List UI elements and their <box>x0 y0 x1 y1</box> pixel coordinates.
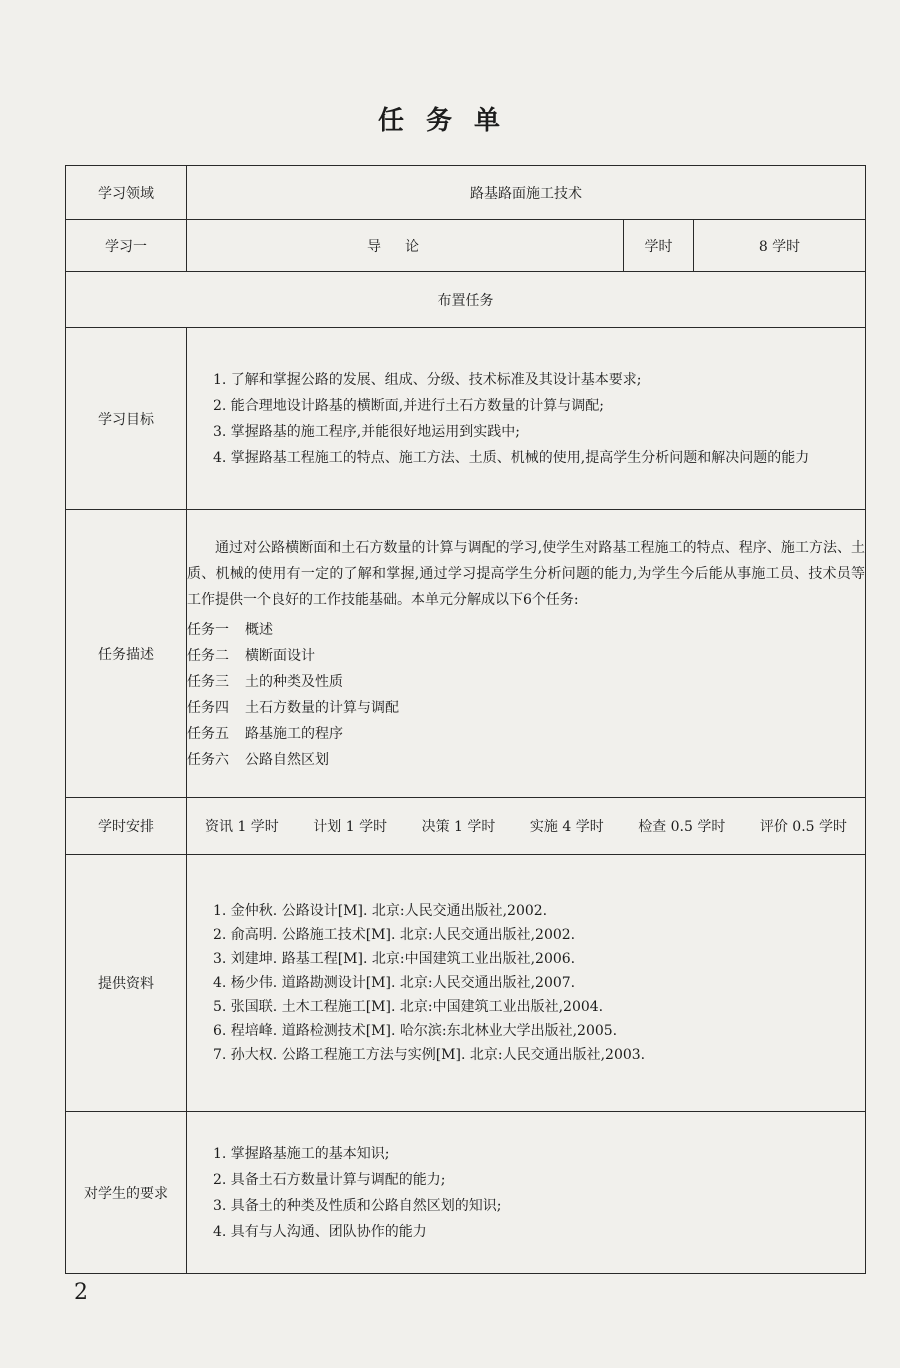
objectives-label: 学习目标 <box>66 328 187 510</box>
description-paragraph: 通过对公路横断面和土石方数量的计算与调配的学习,使学生对路基工程施工的特点、程序、施工方法、土质、机械的使用有一定的了解和掌握,通过学习提高学生分析问题的能力,为学生今后能从事施工员、技术员等工作提供一个良好的工作技能基础。本单元分解成以下6个任务: <box>187 539 866 608</box>
page-number: 2 <box>74 1280 88 1305</box>
row-schedule <box>66 798 866 855</box>
requirement-item: 2. 具备土石方数量计算与调配的能力; <box>213 1171 446 1188</box>
task-number: 任务三 <box>187 673 229 690</box>
objectives-list <box>187 367 865 471</box>
reference-item: 4. 杨少伟. 道路勘测设计[M]. 北京:人民交通出版社,2007. <box>213 975 576 991</box>
field-label: 学习领域 <box>66 166 187 220</box>
row-unit <box>66 220 866 272</box>
schedule-item-decide: 决策 1 学时 <box>421 819 496 835</box>
requirements-label: 对学生的要求 <box>66 1112 187 1274</box>
description-cell <box>187 510 866 798</box>
task-name: 公路自然区划 <box>245 751 329 768</box>
objective-item: 4. 掌握路基工程施工的特点、施工方法、土质、机械的使用,提高学生分析问题和解决问题的能力 <box>213 449 810 466</box>
row-objectives <box>66 328 866 510</box>
reference-item: 5. 张国联. 土木工程施工[M]. 北京:中国建筑工业出版社,2004. <box>213 999 604 1015</box>
resources-cell <box>187 855 866 1112</box>
schedule-item-plan: 计划 1 学时 <box>313 819 388 835</box>
task-name: 土石方数量的计算与调配 <box>245 699 399 716</box>
field-value: 路基路面施工技术 <box>187 166 866 220</box>
requirement-item: 1. 掌握路基施工的基本知识; <box>213 1145 390 1162</box>
row-assign-header <box>66 272 866 328</box>
reference-item: 2. 俞高明. 公路施工技术[M]. 北京:人民交通出版社,2002. <box>213 927 576 943</box>
task-item <box>187 617 865 643</box>
unit-value: 导论 <box>187 220 624 272</box>
requirements-list <box>187 1141 865 1245</box>
task-list <box>187 617 865 773</box>
hours-label: 学时 <box>624 220 694 272</box>
hours-value: 8 学时 <box>694 220 866 272</box>
schedule-item-implement: 实施 4 学时 <box>529 819 604 835</box>
task-number: 任务六 <box>187 751 229 768</box>
resources-label: 提供资料 <box>66 855 187 1112</box>
schedule-cell <box>187 798 866 855</box>
schedule-item-info: 资讯 1 学时 <box>205 819 279 835</box>
page-title: 任务单 <box>377 106 522 136</box>
requirement-item: 4. 具有与人沟通、团队协作的能力 <box>213 1223 427 1240</box>
task-number: 任务五 <box>187 725 229 742</box>
row-description <box>66 510 866 798</box>
description-label: 任务描述 <box>66 510 187 798</box>
schedule-item-evaluate: 评价 0.5 学时 <box>759 819 848 835</box>
reference-item: 7. 孙大权. 公路工程施工方法与实例[M]. 北京:人民交通出版社,2003. <box>213 1047 646 1063</box>
task-name: 概述 <box>245 621 273 638</box>
requirements-cell <box>187 1112 866 1274</box>
resources-list <box>187 899 865 1067</box>
task-item <box>187 695 865 721</box>
objective-item: 2. 能合理地设计路基的横断面,并进行土石方数量的计算与调配; <box>213 397 604 414</box>
task-number: 任务二 <box>187 647 229 664</box>
schedule-item-check: 检查 0.5 学时 <box>638 819 726 835</box>
row-field <box>66 166 866 220</box>
objectives-cell <box>187 328 866 510</box>
task-name: 路基施工的程序 <box>245 725 343 742</box>
task-item <box>187 747 865 773</box>
task-sheet-table <box>65 165 866 1274</box>
reference-item: 6. 程培峰. 道路检测技术[M]. 哈尔滨:东北林业大学出版社,2005. <box>213 1023 618 1039</box>
row-requirements <box>66 1112 866 1274</box>
schedule-label: 学时安排 <box>66 798 187 855</box>
reference-item: 1. 金仲秋. 公路设计[M]. 北京:人民交通出版社,2002. <box>213 903 548 919</box>
task-number: 任务一 <box>187 621 229 638</box>
task-name: 土的种类及性质 <box>245 673 343 690</box>
task-item <box>187 669 865 695</box>
unit-label: 学习一 <box>66 220 187 272</box>
assign-header: 布置任务 <box>66 272 866 328</box>
objective-item: 3. 掌握路基的施工程序,并能很好地运用到实践中; <box>213 423 520 440</box>
row-resources <box>66 855 866 1112</box>
task-number: 任务四 <box>187 699 229 716</box>
requirement-item: 3. 具备土的种类及性质和公路自然区划的知识; <box>213 1197 502 1214</box>
task-name: 横断面设计 <box>245 647 315 664</box>
reference-item: 3. 刘建坤. 路基工程[M]. 北京:中国建筑工业出版社,2006. <box>213 951 576 967</box>
task-item <box>187 643 865 669</box>
task-item <box>187 721 865 747</box>
objective-item: 1. 了解和掌握公路的发展、组成、分级、技术标准及其设计基本要求; <box>213 371 642 388</box>
